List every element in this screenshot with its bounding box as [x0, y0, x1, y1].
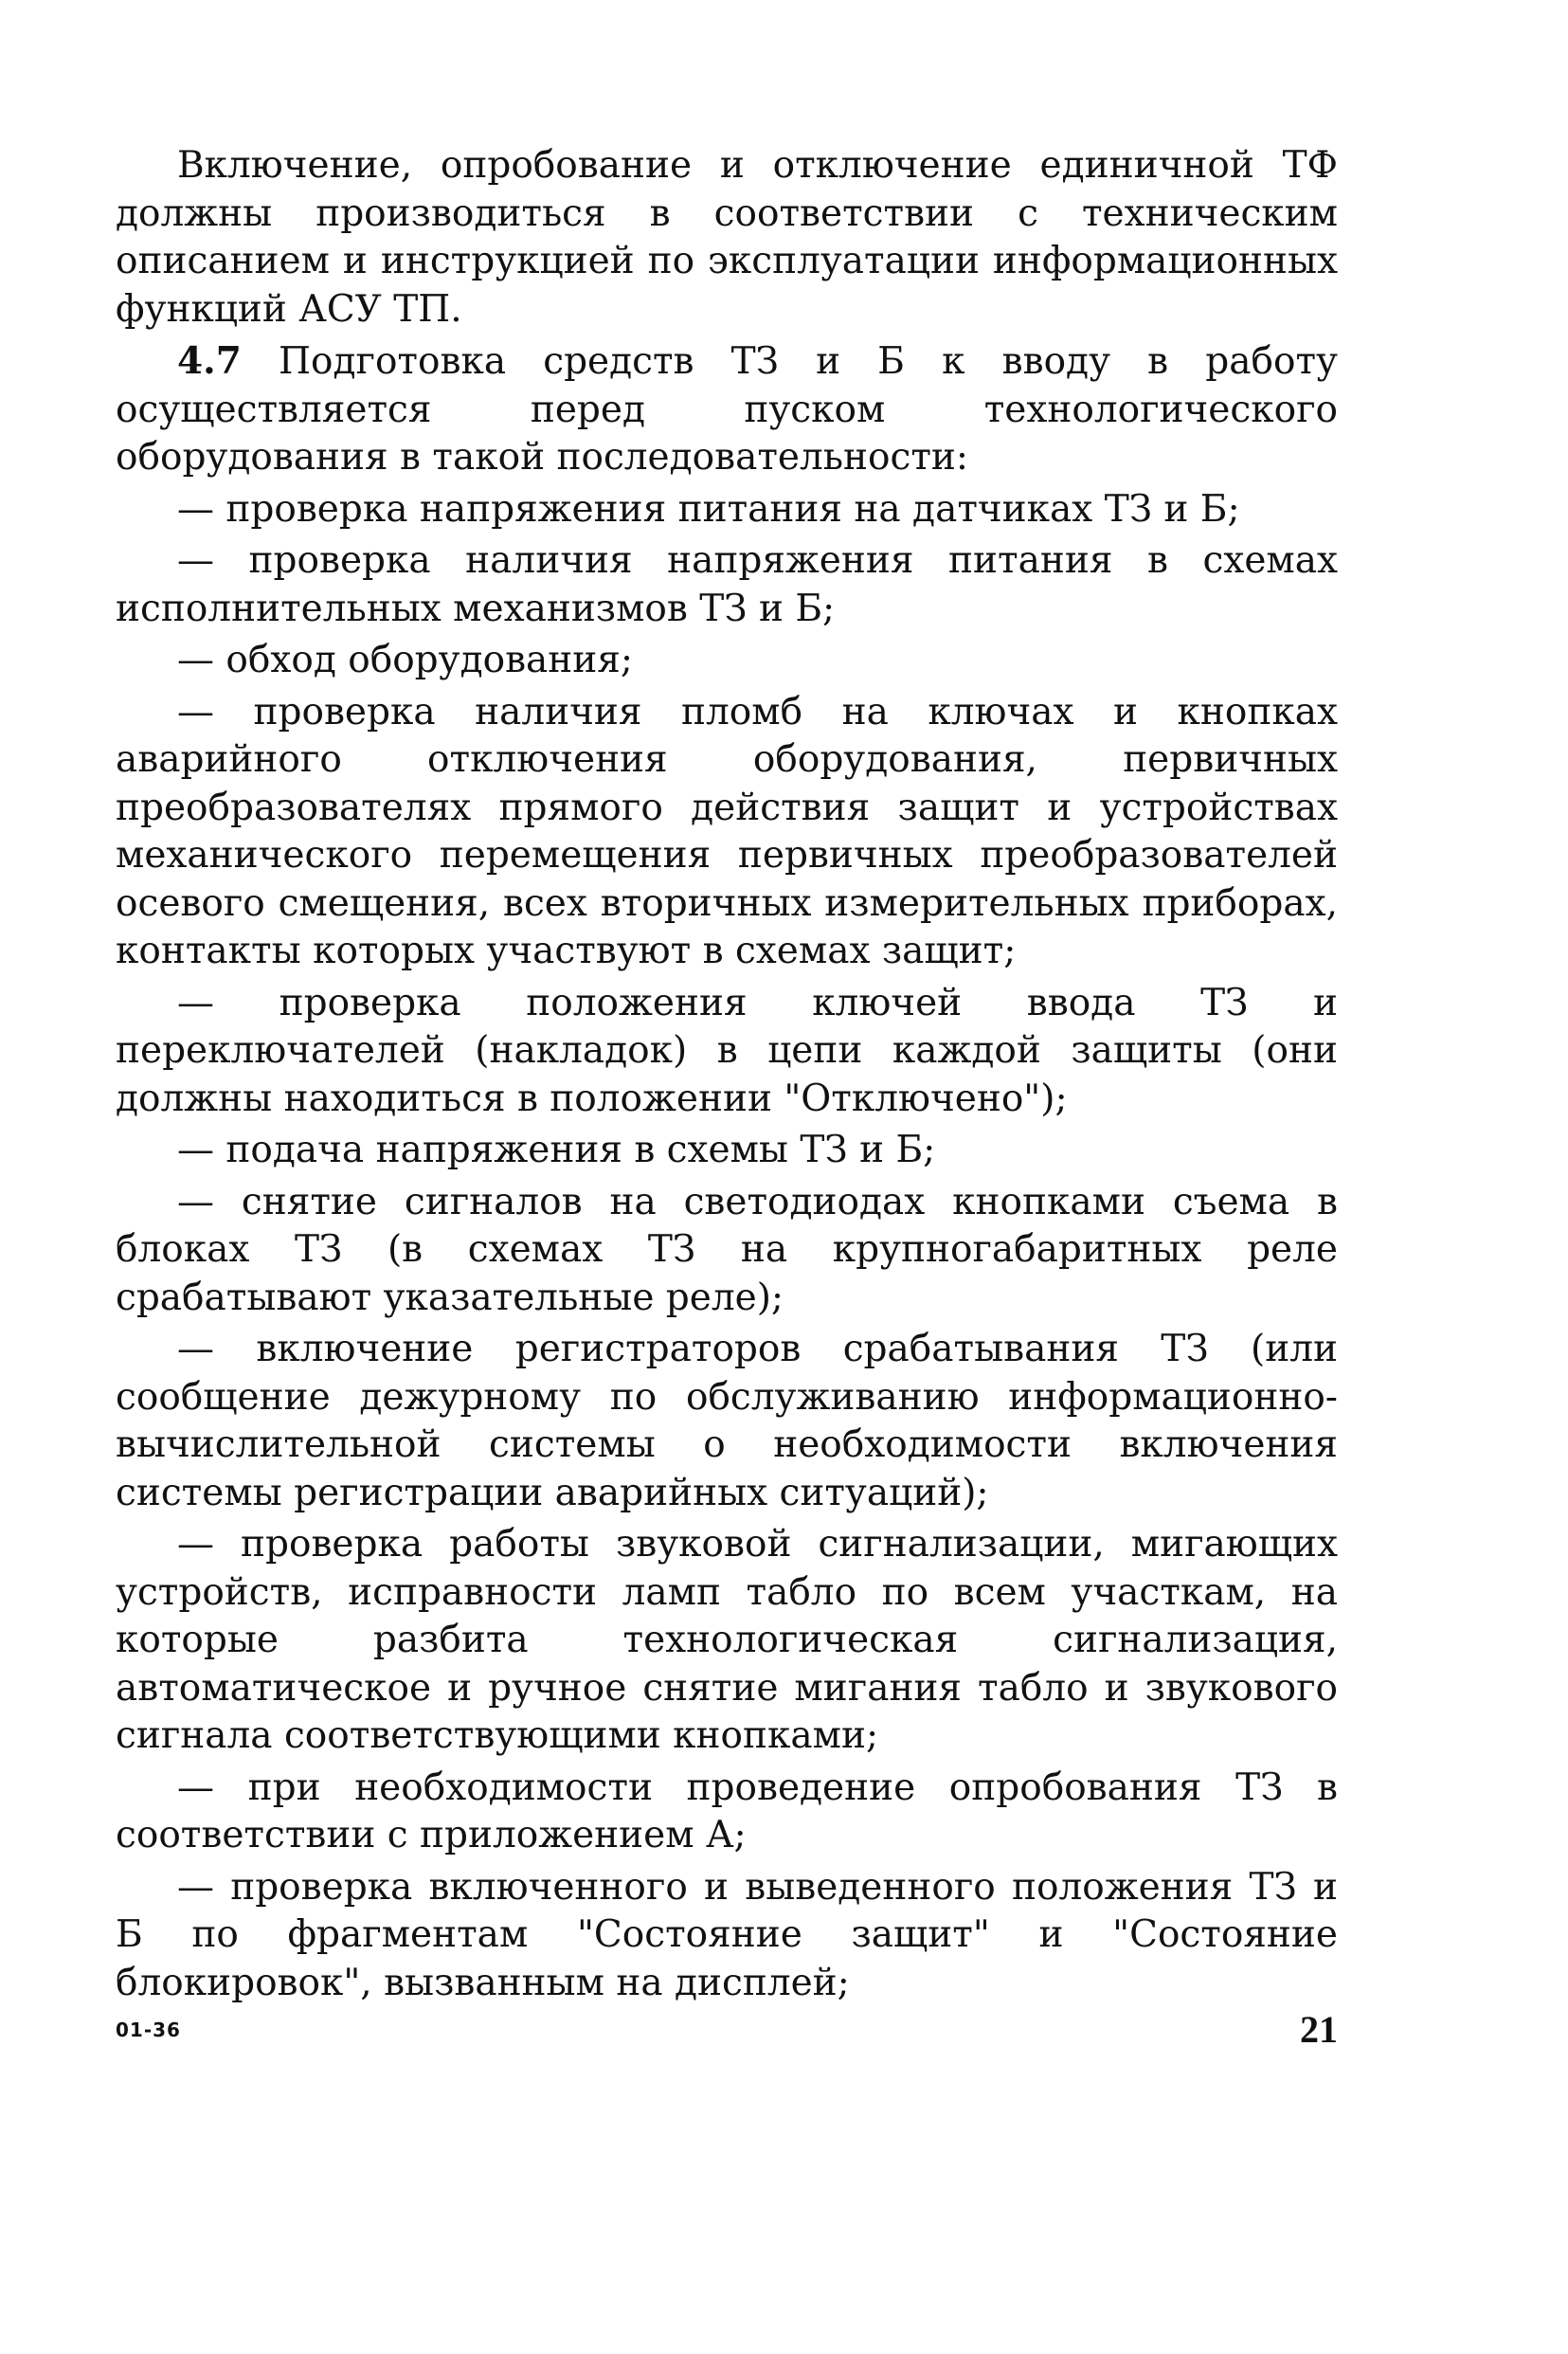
- list-item: — при необходимости проведение опробования ТЗ в соответствии с приложением А;: [116, 1766, 1338, 1856]
- list-item: — проверка положения ключей ввода ТЗ и переключателей (накладок) в цепи каждой защиты (они должны находиться в положении "Отключено");: [116, 981, 1338, 1120]
- list-item: — проверка наличия напряжения питания в схемах исполнительных механизмов ТЗ и Б;: [116, 539, 1338, 630]
- procedure-list: [116, 486, 1338, 2008]
- list-item: — проверка напряжения питания на датчиках ТЗ и Б;: [177, 487, 1240, 531]
- page-number: 21: [1300, 2008, 1338, 2051]
- list-item: — подача напряжения в схемы ТЗ и Б;: [177, 1129, 936, 1171]
- list-item: — обход оборудования;: [177, 639, 634, 681]
- print-code: 01-36: [116, 2019, 181, 2041]
- list-item: — проверка включенного и выведенного положения ТЗ и Б по фрагментам "Состояние защит" и "Состояние блокировок", вызванным на дисплей;: [116, 1865, 1338, 2004]
- section-number: 4.7: [177, 339, 242, 383]
- document-page: [116, 142, 1338, 2011]
- section-text: Подготовка средств ТЗ и Б к вводу в работу осуществляется перед пуском технологического оборудования в такой последовательности:: [116, 340, 1338, 479]
- list-item: — снятие сигналов на светодиодах кнопками съема в блоках ТЗ (в схемах ТЗ на крупногабаритных реле срабатывают указательные реле);: [116, 1180, 1338, 1319]
- intro-paragraph: Включение, опробование и отключение единичной ТФ должны производиться в соответствии с техническим описанием и инструкцией по эксплуатации информационных функций АСУ ТП.: [116, 144, 1338, 331]
- page-footer: [116, 2007, 1338, 2064]
- section-paragraph: [116, 337, 1338, 482]
- list-item: — проверка работы звуковой сигнализации, мигающих устройств, исправности ламп табло по всем участкам, на которые разбита технологическая сигнализация, автоматическое и ручное снятие мигания табло и звукового сигнала соответствующими кнопками;: [116, 1523, 1338, 1757]
- list-item: — проверка наличия пломб на ключах и кнопках аварийного отключения оборудования, первичных преобразователях прямого действия защит и устройствах механического перемещения первичных преобразователей осевого смещения, всех вторичных измерительных приборах, контакты которых участвуют в схемах защит;: [116, 690, 1338, 972]
- list-item: — включение регистраторов срабатывания ТЗ (или сообщение дежурному по обслуживанию информационно-вычислительной системы о необходимости включения системы регистрации аварийных ситуаций);: [116, 1328, 1338, 1514]
